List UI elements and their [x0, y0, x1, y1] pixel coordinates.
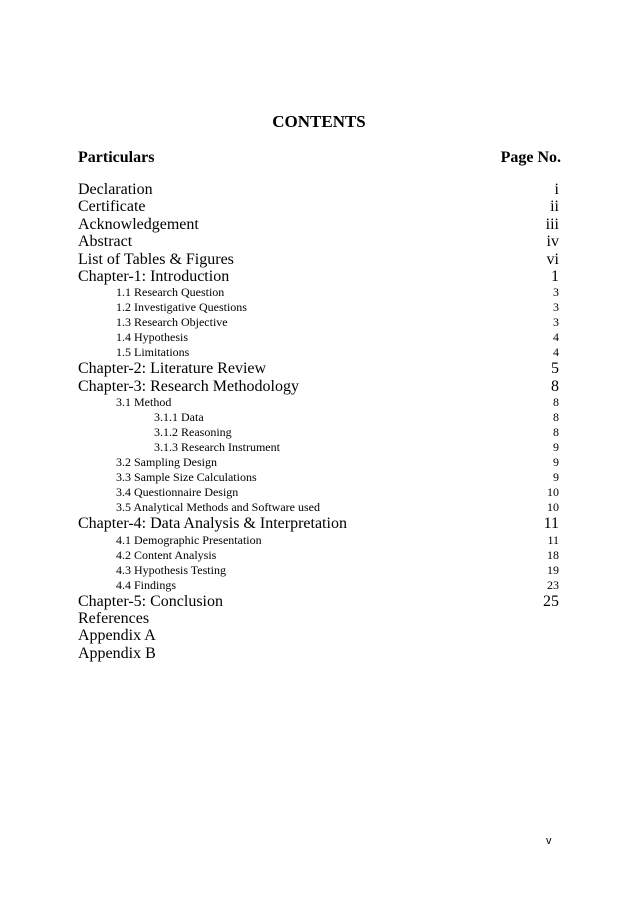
toc-entry-label: 4.3 Hypothesis Testing — [116, 562, 226, 577]
toc-entry-3-1-2[interactable] — [78, 425, 559, 440]
toc-entry-appendix-a[interactable] — [78, 627, 559, 644]
toc-entry-label: 4.4 Findings — [116, 577, 177, 592]
toc-entry-page: i — [554, 180, 559, 198]
toc-entry-page: 9 — [553, 470, 559, 485]
toc-entry-label: Chapter-1: Introduction — [78, 267, 230, 285]
toc-entry-page: 23 — [547, 577, 559, 592]
toc-entry-3-1-3[interactable] — [78, 440, 559, 455]
toc-entry-abstract[interactable] — [78, 233, 559, 250]
toc-entry-label: List of Tables & Figures — [78, 250, 234, 268]
toc-entry-chapter-4[interactable] — [78, 515, 559, 532]
toc-entry-label: 3.3 Sample Size Calculations — [116, 470, 257, 485]
toc-entry-declaration[interactable] — [78, 181, 559, 198]
toc-entry-chapter-3[interactable] — [78, 378, 559, 395]
toc-entry-1-1[interactable] — [78, 285, 559, 300]
page-title: CONTENTS — [272, 112, 366, 131]
toc-entry-3-3[interactable] — [78, 470, 559, 485]
toc-entry-page: 4 — [553, 345, 559, 360]
toc-list — [78, 181, 559, 662]
toc-entry-page: 11 — [547, 532, 559, 547]
toc-entry-label: Acknowledgement — [78, 215, 199, 233]
toc-entry-label: 3.1.3 Research Instrument — [154, 440, 280, 455]
toc-entry-appendix-b[interactable] — [78, 645, 559, 662]
toc-entry-label: Chapter-3: Research Methodology — [78, 377, 299, 395]
toc-entry-acknowledgement[interactable] — [78, 216, 559, 233]
toc-entry-label: 4.2 Content Analysis — [116, 547, 217, 562]
toc-entry-page: 5 — [551, 360, 559, 378]
toc-entry-label: 1.4 Hypothesis — [116, 330, 188, 345]
toc-entry-label: 3.1.1 Data — [154, 410, 204, 425]
toc-entry-label: Abstract — [78, 233, 133, 251]
toc-entry-label: Appendix A — [78, 627, 156, 645]
toc-entry-label: Appendix B — [78, 644, 156, 662]
toc-entry-label: References — [78, 609, 150, 627]
toc-entry-list-of-tables[interactable] — [78, 251, 559, 268]
toc-entry-references[interactable] — [78, 610, 559, 627]
toc-entry-certificate[interactable] — [78, 198, 559, 215]
toc-entry-page: 8 — [553, 395, 559, 410]
toc-entry-label: 1.1 Research Question — [116, 285, 225, 300]
toc-entry-chapter-1[interactable] — [78, 268, 559, 285]
toc-entry-label: Chapter-2: Literature Review — [78, 360, 267, 378]
toc-entry-label: Certificate — [78, 198, 146, 216]
toc-entry-page: 8 — [553, 410, 559, 425]
toc-entry-page: 19 — [547, 562, 559, 577]
toc-entry-label: 3.1 Method — [116, 395, 172, 410]
toc-entry-4-3[interactable] — [78, 563, 559, 578]
toc-entry-page: 10 — [547, 485, 559, 500]
toc-entry-page: 11 — [543, 515, 559, 533]
toc-entry-label: Chapter-5: Conclusion — [78, 592, 223, 610]
toc-entry-label: 3.4 Questionnaire Design — [116, 485, 239, 500]
toc-entry-page: 4 — [553, 330, 559, 345]
toc-entry-page: 3 — [553, 300, 559, 315]
toc-entry-1-5[interactable] — [78, 345, 559, 360]
toc-entry-3-2[interactable] — [78, 455, 559, 470]
toc-entry-3-4[interactable] — [78, 485, 559, 500]
toc-entry-4-1[interactable] — [78, 533, 559, 548]
toc-entry-page: 9 — [553, 455, 559, 470]
toc-entry-label: 1.3 Research Objective — [116, 315, 228, 330]
toc-entry-label: 1.2 Investigative Questions — [116, 300, 247, 315]
toc-entry-label: 3.1.2 Reasoning — [154, 425, 232, 440]
toc-entry-4-4[interactable] — [78, 578, 559, 593]
toc-entry-page: ii — [550, 198, 559, 216]
toc-entry-1-3[interactable] — [78, 315, 559, 330]
toc-entry-3-5[interactable] — [78, 500, 559, 515]
toc-entry-page: 25 — [543, 592, 559, 610]
toc-entry-page: iii — [545, 215, 559, 233]
page-number: v — [546, 835, 552, 847]
toc-entry-page: 3 — [553, 285, 559, 300]
page-no-heading: Page No. — [500, 149, 561, 166]
toc-entry-page: 18 — [547, 547, 559, 562]
toc-entry-label: 1.5 Limitations — [116, 345, 190, 360]
toc-entry-label: 4.1 Demographic Presentation — [116, 532, 262, 547]
toc-entry-label: Chapter-4: Data Analysis & Interpretation — [78, 515, 347, 533]
toc-entry-page: vi — [546, 250, 559, 268]
toc-entry-chapter-2[interactable] — [78, 360, 559, 377]
toc-entry-page: 9 — [553, 440, 559, 455]
particulars-heading: Particulars — [78, 149, 155, 166]
toc-entry-page: 8 — [553, 425, 559, 440]
toc-entry-3-1-1[interactable] — [78, 410, 559, 425]
toc-entry-3-1[interactable] — [78, 395, 559, 410]
toc-entry-chapter-5[interactable] — [78, 593, 559, 610]
toc-entry-page: 1 — [551, 267, 559, 285]
toc-entry-page: 3 — [553, 315, 559, 330]
toc-entry-1-2[interactable] — [78, 300, 559, 315]
toc-entry-page: iv — [546, 233, 559, 251]
toc-entry-4-2[interactable] — [78, 548, 559, 563]
toc-entry-page: 8 — [551, 377, 559, 395]
toc-entry-page: 10 — [547, 500, 559, 515]
toc-entry-label: Declaration — [78, 180, 153, 198]
toc-entry-label: 3.5 Analytical Methods and Software used — [116, 500, 320, 515]
toc-entry-label: 3.2 Sampling Design — [116, 455, 217, 470]
toc-entry-1-4[interactable] — [78, 330, 559, 345]
